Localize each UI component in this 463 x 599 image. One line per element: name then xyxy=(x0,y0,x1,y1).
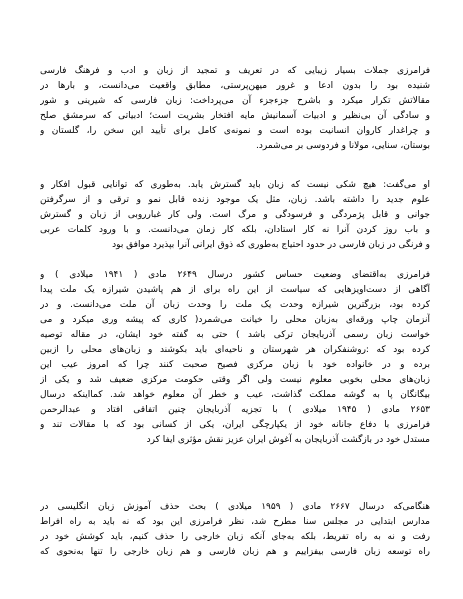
text-line: هنگامی‌که درسال ۲۶۶۷ مادی ( ۱۹۵۹ میلادی ) بحث حذف آموزش زبان انگلیسی در xyxy=(40,502,430,512)
text-line: و باب روز کردن آنرا نه کار استادان، بلکه کار زمان می‌دانست. و با ورود کلمات عربی xyxy=(40,225,430,235)
text-line: مقالاتش تکرار میکرد و باشرح جزءجزء آن می‌پرداخت: زبان فارسی که شیرینی و شور xyxy=(40,96,430,106)
text-line: مستدل خود در بازگشت آذربایجان به آغوش ایران عزیز نقش مؤثری ایفا کرد xyxy=(146,435,430,445)
text-line: کرده بود، بزرگترین شیرازه وحدت یک ملت را وحدت زبان آن ملت می‌دانست. و در xyxy=(40,300,430,310)
text-line: فرامرزی با دفاع جانانه خود از یکپارچگی ایران، یکی از کسانی بود که با مقالات تند و xyxy=(40,420,430,430)
text-line: علوم جدید را داشته باشد. زبان، مثل یک موجود زنده قابل نمو و ترقی و از سرگرفتن xyxy=(40,195,430,205)
text-line: راه توسعه زبان فارسی بیفزاییم و هم زبان فارسی و هم زبان خارجی را تنها به‌نحوی که xyxy=(40,547,430,557)
text-line: رفت و نه به راه تفریط، بلکه به‌جای آنکه زبان خارجی را حذف کنیم، باید کوشش خود در xyxy=(40,532,430,542)
text-line: شنیده بود را بدون ادعا و غرور میهن‌پرستی، مطابق واقعیت می‌دانست، و بارها در xyxy=(40,81,430,91)
text-line: کرده بود که :روشنفکران هر شهرستان و ناحیه‌ای باید بکوشند و زبان‌های محلی را ازبین xyxy=(40,345,430,355)
text-line: بوستان، سنایی، مولانا و فردوسی بر می‌شمرد. xyxy=(256,141,430,151)
text-line: و چراغدار کاروان انسانیت بوده است و نمونه‌ی کامل برای تأیید این سخن را، گلستان و xyxy=(40,126,430,136)
text-line: جوانی و قابل پژمردگی و فرسودگی و مرگ است. ولی کار غبارروبی از زبان و گسترش xyxy=(40,210,430,220)
text-line: و سادگی آن بی‌نظیر و ادبیات آسمانیش مایه افتخار بشریت است؛ ادبیاتی که سرمشق صلح xyxy=(40,111,430,121)
text-line: ۲۶۵۳ مادی ( ۱۹۴۵ میلادی ) با تجزیه آذربایجان چنین اتفاقی افتاد و عبدالرحمن xyxy=(40,405,430,415)
text-line: مدارس ابتدایی در مجلس سنا مطرح شد، نظر فرامرزی این بود که نه باید به راه افراط xyxy=(40,517,430,527)
text-line: او می‌گفت: هیچ شکی نیست که زبان باید گسترش یابد. به‌طوری که توانایی قبول افکار و xyxy=(40,180,430,190)
text-line: فرامرزی به‌اقتضای وضعیت حساس کشور درسال ۲۶۴۹ مادی ( ۱۹۴۱ میلادی ) و xyxy=(40,270,430,280)
text-line: برده و در خانواده خود با زبان مرکزی فصیح صحبت کنند چرا که امروز عیب این xyxy=(40,360,430,370)
text-line: آگاهی از دست‌اویزهایی که سیاست از این راه برای از هم پاشیدن شیرازه یک ملت پیدا xyxy=(40,285,430,295)
paragraph-3 xyxy=(40,268,430,448)
paragraph-1 xyxy=(40,64,430,154)
text-line: آنزمان چاپ ورقه‌ای به‌زبان محلی را خیانت می‌شمرد( کاری که پیشه وری میکرد و می xyxy=(40,315,430,325)
text-line: خواست زبان رسمی آذربایجان ترکی باشد ) حتی به گفته خود ایشان، در مقاله توصیه xyxy=(40,330,430,340)
paragraph-2 xyxy=(40,178,430,253)
text-line: بیگانگان پا به گوشه مملکت گذاشت، عیب و خطر آن معلوم خواهد شد. کمااینکه درسال xyxy=(40,390,430,400)
text-line: فرامرزی جملات بسیار زیبایی که در تعریف و تمجید از زبان و ادب و فرهنگ فارسی xyxy=(40,66,430,76)
text-line: و فرنگی در زبان فارسی در حدود احتیاج به‌طوری که ذوق ایرانی آنرا بپذیرد موافق بود xyxy=(112,240,430,250)
paragraph-4 xyxy=(40,500,430,560)
text-line: زبان‌های محلی بخوبی معلوم نیست ولی اگر وقتی حکومت مرکزی ضعیف شد و یکی از xyxy=(40,375,430,385)
